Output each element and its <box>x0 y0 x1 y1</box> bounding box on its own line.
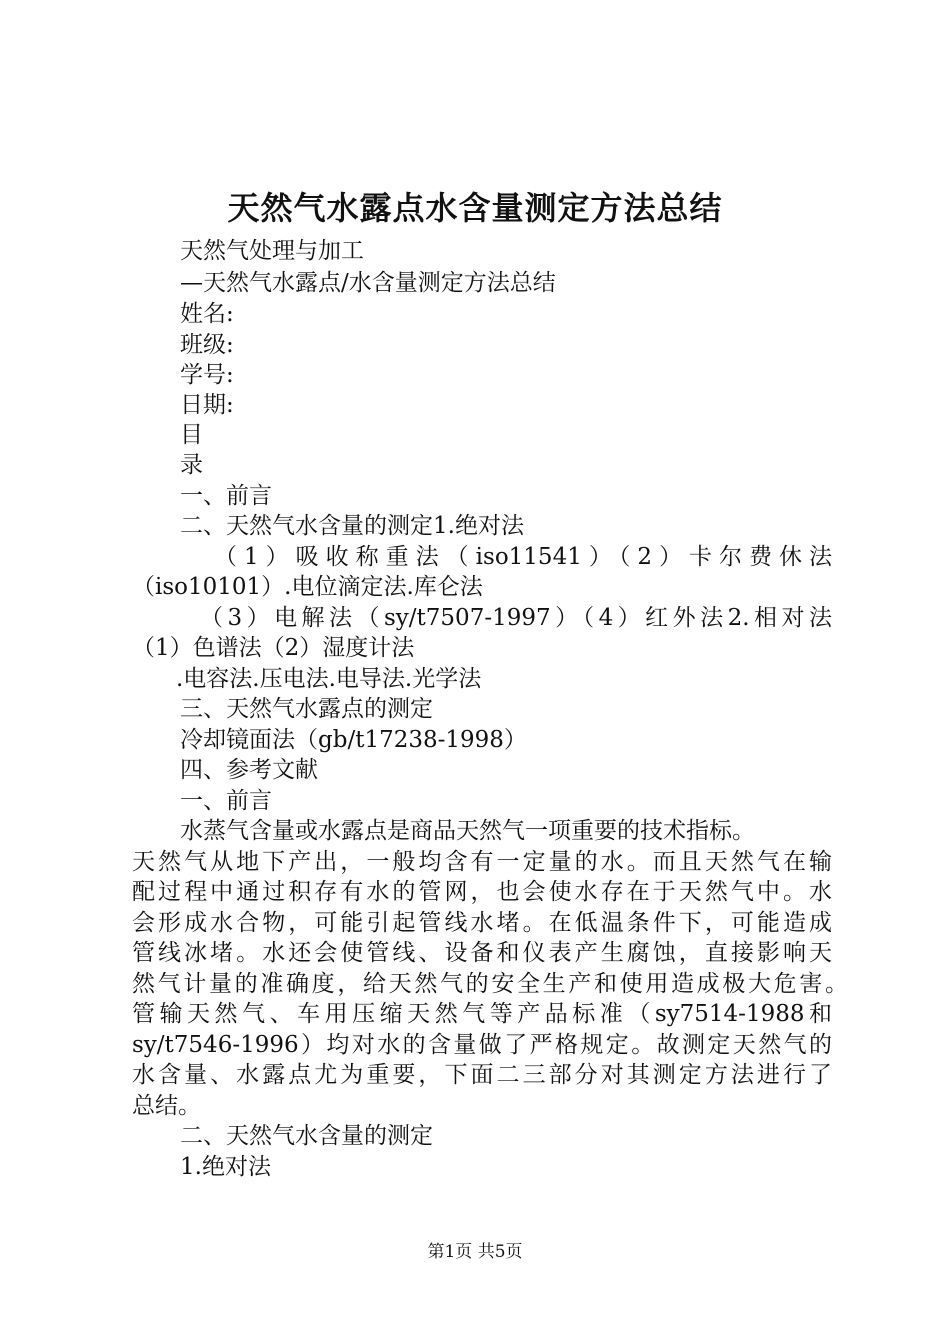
text-line: 会形成水合物，可能引起管线水堵。在低温条件下，可能造成 <box>132 910 832 936</box>
text-line: 录 <box>180 452 203 478</box>
text-line: 姓名: <box>180 301 234 327</box>
text-line: 配过程中通过积存有水的管网，也会使水存在于天然气中。水 <box>132 879 832 905</box>
text-line: 1.绝对法 <box>180 1154 271 1180</box>
page-footer: 第1页 共5页 <box>427 1242 523 1262</box>
text-line: 三、天然气水露点的测定 <box>180 696 433 722</box>
text-line: 管输天然气、车用压缩天然气等产品标准（sy7514-1988和 <box>132 1001 832 1027</box>
text-line: 一、前言 <box>180 788 272 814</box>
text-line: （1）色谱法（2）湿度计法 <box>132 635 415 661</box>
document-title: 天然气水露点水含量测定方法总结 <box>227 189 723 227</box>
text-line: 四、参考文献 <box>180 757 318 783</box>
text-line: sy/t7546-1996）均对水的含量做了严格规定。故测定天然气的 <box>132 1032 832 1058</box>
text-line: （1）吸收称重法（iso11541）（2）卡尔费休法 <box>214 544 832 570</box>
text-line: 二、天然气水含量的测定 <box>180 1123 433 1149</box>
text-line: 冷却镜面法（gb/t17238-1998） <box>180 727 527 753</box>
text-line: （3）电解法（sy/t7507-1997）（4）红外法2.相对法 <box>200 605 832 631</box>
text-line: 目 <box>180 422 203 448</box>
text-line: —天然气水露点/水含量测定方法总结 <box>180 270 556 296</box>
text-line: （iso10101）.电位滴定法.库仑法 <box>132 574 483 600</box>
text-line: 总结。 <box>132 1093 201 1119</box>
text-line: 水含量、水露点尤为重要，下面二三部分对其测定方法进行了 <box>132 1062 832 1088</box>
text-line: 天然气处理与加工 <box>180 238 364 264</box>
text-line: 一、前言 <box>180 483 272 509</box>
text-line: 班级: <box>180 332 234 358</box>
text-line: 管线冰堵。水还会使管线、设备和仪表产生腐蚀，直接影响天 <box>132 940 832 966</box>
text-line: 然气计量的准确度，给天然气的安全生产和使用造成极大危害。 <box>132 971 848 997</box>
text-line: 水蒸气含量或水露点是商品天然气一项重要的技术指标。 <box>180 818 755 844</box>
text-line: .电容法.压电法.电导法.光学法 <box>176 666 482 692</box>
text-line: 日期: <box>180 392 234 418</box>
text-line: 天然气从地下产出，一般均含有一定量的水。而且天然气在输 <box>132 849 832 875</box>
text-line: 学号: <box>180 362 234 388</box>
text-line: 二、天然气水含量的测定1.绝对法 <box>180 513 524 539</box>
